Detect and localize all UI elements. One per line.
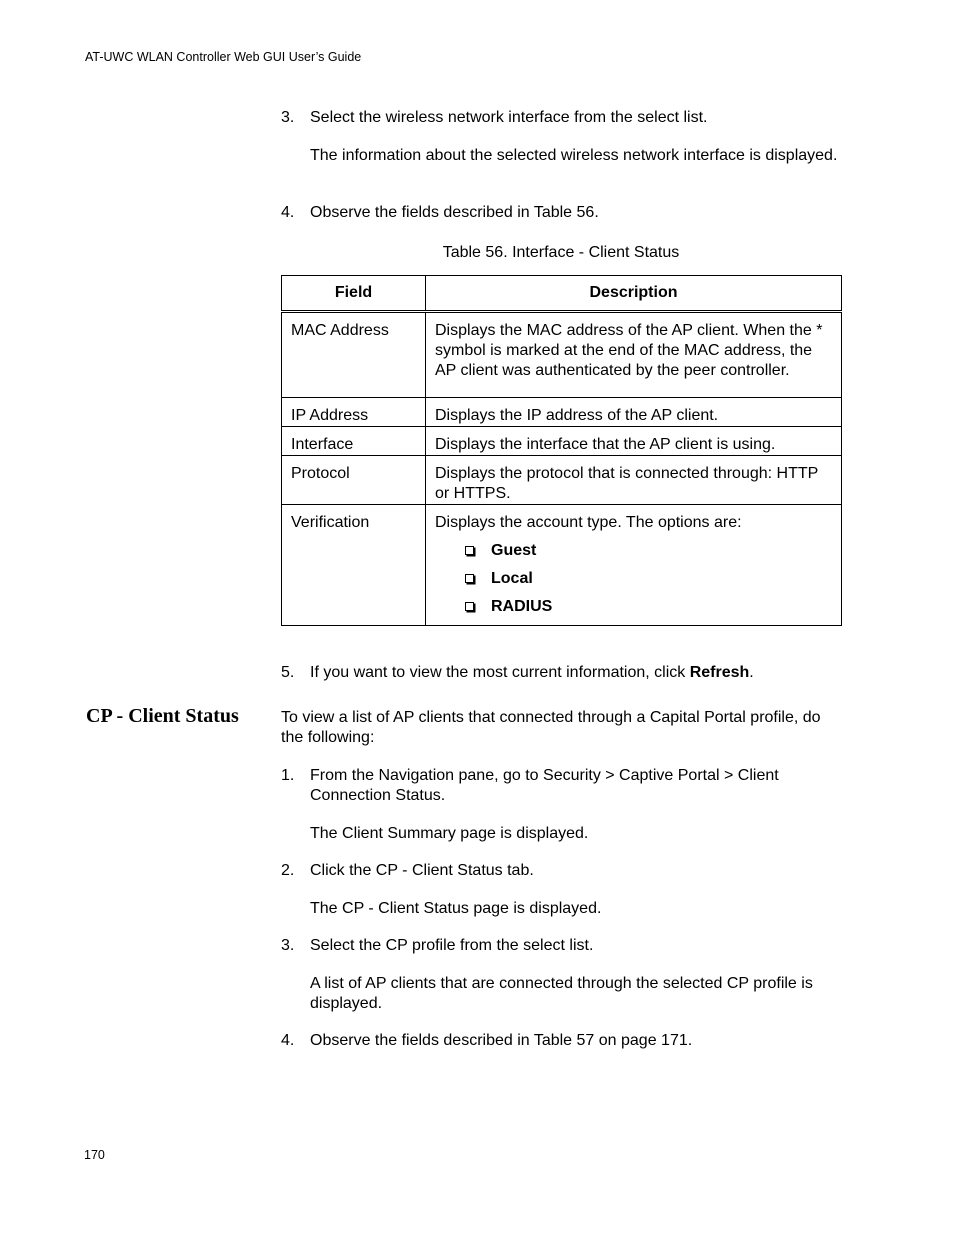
step-number: 2. [281, 862, 295, 879]
step-number: 4. [281, 1032, 295, 1049]
refresh-term: Refresh [689, 664, 750, 681]
table-row [282, 312, 842, 398]
step-text: Observe the fields described in Table 56. [310, 204, 599, 221]
section-intro: To view a list of AP clients that connected through a Capital Portal profile, do the following: [281, 709, 821, 746]
checkbox-bullet-icon [465, 574, 474, 583]
list-item [435, 597, 833, 625]
step-text-part: . [749, 664, 754, 681]
option-label: Guest [491, 542, 537, 559]
field-cell: IP Address [282, 398, 426, 427]
cp-step-2-result: The CP - Client Status page is displayed. [310, 900, 602, 917]
column-header-description: Description [426, 276, 842, 312]
step-text: Select the CP profile from the select list. [310, 937, 594, 954]
section-title: CP - Client Status [86, 705, 239, 727]
field-cell: MAC Address [282, 312, 426, 398]
fields-table [281, 275, 842, 626]
field-cell: Interface [282, 427, 426, 456]
step-text: Select the wireless network interface from the select list. [310, 109, 708, 126]
step-text: Click the CP - Client Status tab. [310, 862, 534, 879]
field-cell: Verification [282, 505, 426, 626]
option-label: RADIUS [491, 598, 553, 615]
option-label: Local [491, 570, 533, 587]
checkbox-bullet-icon [465, 602, 474, 611]
step-number: 3. [281, 109, 295, 126]
option-list [435, 541, 833, 625]
step-number: 1. [281, 767, 295, 784]
table-caption: Table 56. Interface - Client Status [442, 244, 680, 261]
table-row [282, 505, 842, 626]
description-cell: Displays the IP address of the AP client. [426, 398, 842, 427]
description-cell: Displays the MAC address of the AP client. When the * symbol is marked at the end of the MAC address, the AP client was authenticated by the peer controller. [426, 312, 842, 398]
table-row [282, 456, 842, 505]
step-text: From the Navigation pane, go to Security > Captive Portal > Client Connection Status. [310, 767, 779, 804]
step-number: 4. [281, 204, 295, 221]
step-3-result: The information about the selected wireless network interface is displayed. [310, 147, 838, 164]
description-cell [426, 505, 842, 626]
list-item [435, 541, 833, 569]
description-cell: Displays the protocol that is connected through: HTTP or HTTPS. [426, 456, 842, 505]
column-header-field: Field [282, 276, 426, 312]
page-number: 170 [84, 1148, 105, 1162]
field-cell: Protocol [282, 456, 426, 505]
list-item [435, 569, 833, 597]
table-row [282, 427, 842, 456]
step-text: Observe the fields described in Table 57 on page 171. [310, 1032, 693, 1049]
step-number: 5. [281, 664, 295, 681]
step-number: 3. [281, 937, 295, 954]
description-cell: Displays the interface that the AP client is using. [426, 427, 842, 456]
checkbox-bullet-icon [465, 546, 474, 555]
step-text-part: If you want to view the most current information, click [310, 664, 690, 681]
table-row [282, 398, 842, 427]
description-text: Displays the account type. The options are: [435, 514, 742, 531]
cp-step-3-result: A list of AP clients that are connected through the selected CP profile is displayed. [310, 975, 813, 1012]
cp-step-1-result: The Client Summary page is displayed. [310, 825, 589, 842]
running-header: AT-UWC WLAN Controller Web GUI User’s Guide [85, 50, 362, 64]
step-text [310, 663, 841, 683]
